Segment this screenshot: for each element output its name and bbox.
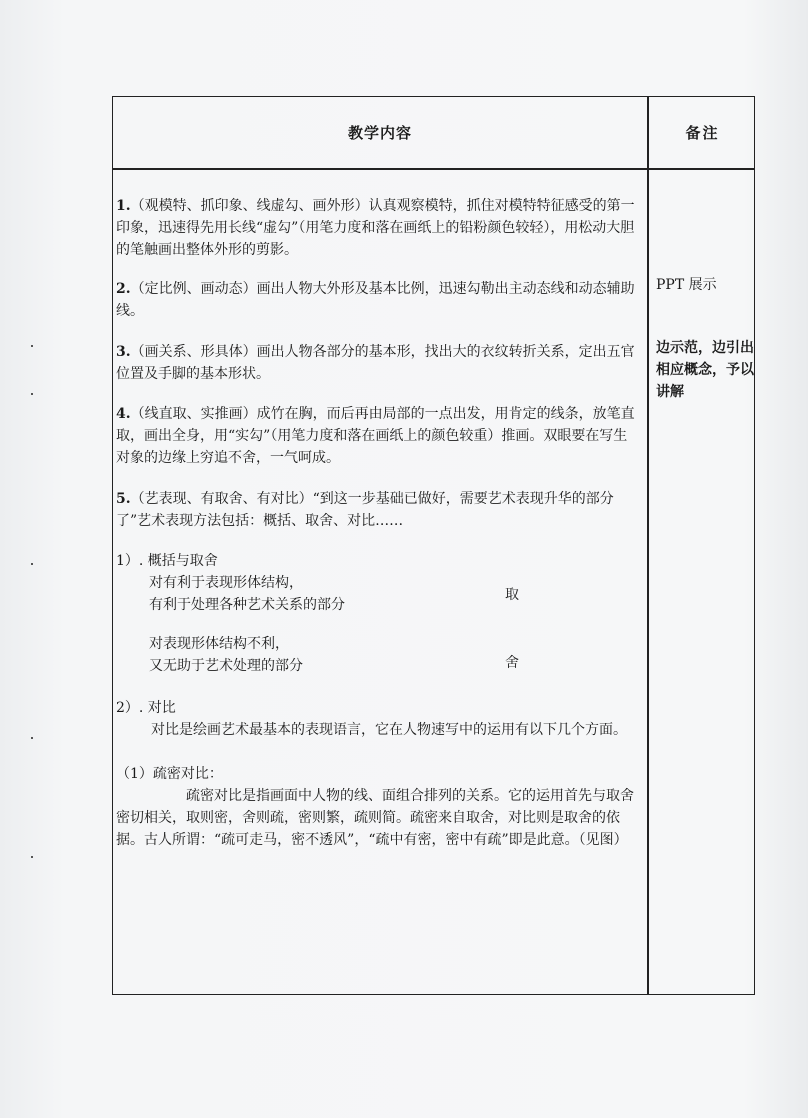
step-4: 4.（线直取、实推画）成竹在胸，而后再由局部的一点出发，用肯定的线条，放笔直取，画出全身，用“实勾”（用笔力度和落在画纸上的颜色较重）推画。双眼要在写生对象的边缘上穷追不舍，一气呵成。	[116, 406, 635, 466]
density-contrast-text: 疏密对比是指画面中人物的线、面组合排列的关系。它的运用首先与取舍密切相关，取则密，舍则疏，密则繁，疏则简。疏密来自取舍，对比则是取舍的依据。古人所谓：“疏可走马，密不透风”，“疏中有密，密中有疏”即是此意。（见图）	[116, 788, 634, 848]
reject-line-1: 对表现形体结构不利，	[149, 636, 289, 652]
step-1: 1.（观模特、抓印象、线虚勾、画外形）认真观察模特，抓住对模特特征感受的第一印象，迅速得先用长线“虚勾”（用笔力度和落在画纸上的铅粉颜色较轻），用松动大胆的笔触画出整体外形的剪影。	[116, 198, 635, 258]
teaching-content-cell	[113, 169, 647, 995]
lesson-table	[112, 96, 755, 995]
step-3: 3.（画关系、形具体）画出人物各部分的基本形，找出大的衣纹转折关系，定出五官位置及手脚的基本形状。	[116, 344, 635, 382]
scan-speck	[31, 856, 33, 858]
step-5: 5.（艺表现、有取舍、有对比）“到这一步基础已做好，需要艺术表现升华的部分了”艺术表现方法包括：概括、取舍、对比……	[116, 491, 614, 529]
select-line-1: 对有利于表现形体结构，	[149, 575, 303, 591]
step-2: 2.（定比例、画动态）画出人物大外形及基本比例，迅速勾勒出主动态线和动态辅助线。	[116, 281, 635, 319]
section-contrast-title: 2）. 对比	[116, 700, 176, 716]
select-mark-take: 取	[505, 587, 519, 603]
remark-demonstration: 边示范，边引出相应概念，予以讲解	[656, 340, 754, 400]
header-remarks: 备注	[685, 124, 720, 142]
header-teaching-content: 教学内容	[347, 124, 412, 142]
section-generalize-select-title: 1）. 概括与取舍	[116, 553, 218, 569]
select-line-2: 有利于处理各种艺术关系的部分	[149, 597, 345, 613]
scan-speck	[31, 737, 33, 739]
remark-ppt: PPT 展示	[656, 277, 717, 293]
scan-speck	[31, 393, 33, 395]
contrast-intro: 对比是绘画艺术最基本的表现语言，它在人物速写中的运用有以下几个方面。	[151, 722, 627, 738]
scan-speck	[31, 563, 33, 565]
reject-line-2: 又无助于艺术处理的部分	[149, 658, 303, 674]
density-contrast-title: （1）疏密对比：	[116, 766, 223, 782]
scan-speck	[31, 345, 33, 347]
column-divider	[647, 97, 649, 994]
reject-mark-drop: 舍	[505, 655, 519, 671]
